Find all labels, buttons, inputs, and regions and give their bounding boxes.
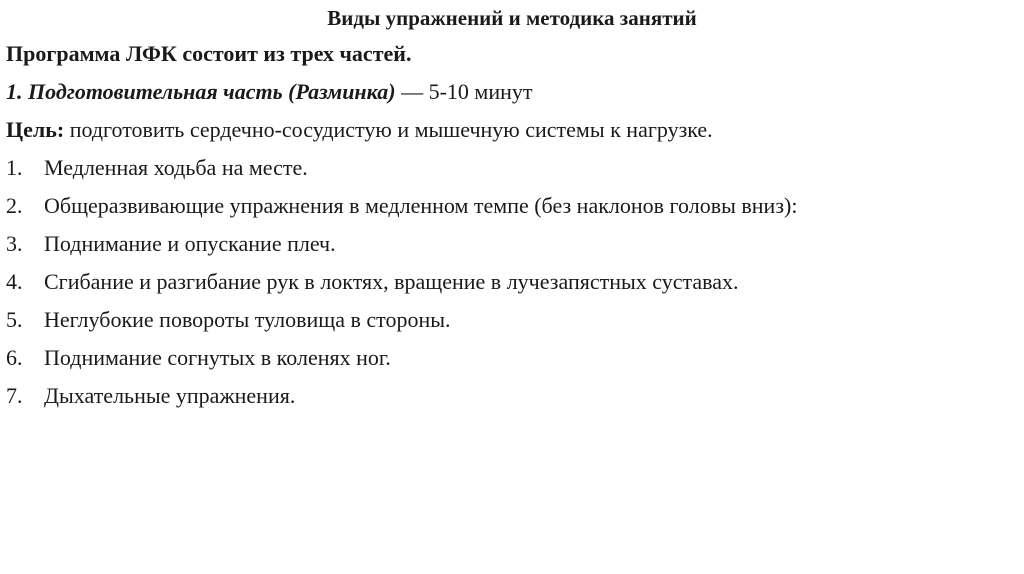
item-text: Дыхательные упражнения. [44,383,296,408]
item-number: 4. [6,269,23,294]
item-text: Общеразвивающие упражнения в медленном темпе (без наклонов головы вниз): [44,193,798,218]
item-number: 3. [6,231,23,256]
item-text: Поднимание согнутых в коленях ног. [44,345,391,370]
program-heading: Программа ЛФК состоит из трех частей. [6,41,412,66]
list-item [6,268,797,306]
item-text: Медленная ходьба на месте. [44,155,308,180]
list-item [6,344,797,382]
item-text: Поднимание и опускание плеч. [44,231,336,256]
part-label: 1. Подготовительная часть (Разминка) [6,79,396,104]
goal-text: подготовить сердечно-сосудистую и мышечную системы к нагрузке. [64,117,713,142]
item-text: Неглубокие повороты туловища в стороны. [44,307,451,332]
item-text: Сгибание и разгибание рук в локтях, вращение в лучезапястных суставах. [44,269,739,294]
list-item [6,306,797,344]
item-number: 7. [6,383,23,408]
item-number: 6. [6,345,23,370]
slide-title: Виды упражнений и методика занятий [327,6,697,30]
item-number: 1. [6,155,23,180]
goal-label: Цель: [6,117,65,142]
part-duration: — 5-10 минут [395,79,533,104]
item-number: 5. [6,307,23,332]
exercise-list [6,154,797,420]
part-heading [6,78,533,106]
list-item [6,154,797,192]
item-number: 2. [6,193,23,218]
list-item [6,382,797,420]
goal-line [6,116,713,144]
list-item [6,230,797,268]
list-item [6,192,797,230]
